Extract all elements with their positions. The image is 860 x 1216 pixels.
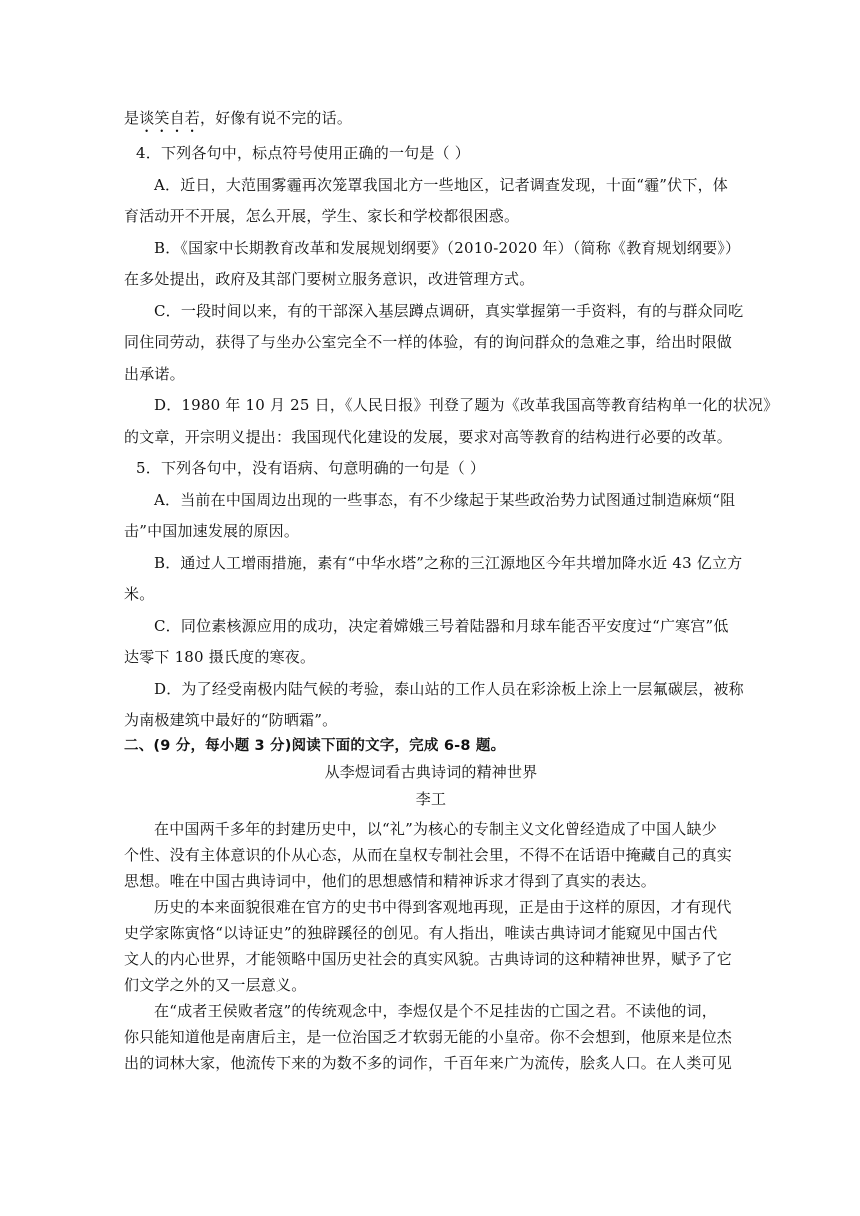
emphasized-word: 谈笑自若 — [139, 109, 201, 127]
paragraph-2-line: 们文学之外的又一层意义。 — [124, 976, 307, 994]
q5-option-b-line: 米。 — [124, 585, 155, 603]
q5-option-d-line: 为南极建筑中最好的“防晒霜”。 — [124, 711, 338, 729]
q4-option-c-line: C．一段时间以来，有的干部深入基层蹲点调研，真实掌握第一手资料，有的与群众同吃 — [154, 302, 744, 320]
paragraph-3-line: 在“成者王侯败者寇”的传统观念中，李煜仅是个不足挂齿的亡国之君。不读他的词， — [154, 1002, 717, 1020]
text-fragment: ，好像有说不完的话。 — [200, 109, 353, 127]
q4-option-d-line: 的文章，开宗明义提出：我国现代化建设的发展，要求对高等教育的结构进行必要的改革。 — [124, 428, 733, 446]
article-title: 从李煜词看古典诗词的精神世界 — [324, 763, 538, 781]
q4-option-a-line: A．近日，大范围雾霾再次笼罩我国北方一些地区，记者调查发现，十面“霾”伏下，体 — [154, 176, 728, 194]
q4-option-c-line: 同住同劳动，获得了与坐办公室完全不一样的体验，有的询问群众的急难之事，给出时限做 — [124, 333, 733, 351]
paragraph-2-line: 文人的内心世界，才能领略中国历史社会的真实风貌。古典诗词的这种精神世界，赋予了它 — [124, 950, 733, 968]
q5-option-c-line: C．同位素核源应用的成功，决定着嫦娥三号着陆器和月球车能否平安度过“广寒宫”低 — [154, 617, 729, 635]
q5-option-b-line: B．通过人工增雨措施，素有“中华水塔”之称的三江源地区今年共增加降水近 43 亿立方 — [154, 554, 743, 572]
paragraph-1-line: 思想。唯在中国古典诗词中，他们的思想感情和精神诉求才得到了真实的表达。 — [124, 872, 657, 890]
paragraph-3-line: 出的词林大家，他流传下来的为数不多的词作，千百年来广为流传，脍炙人口。在人类可见 — [124, 1054, 733, 1072]
q4-option-d-line: D．1980 年 10 月 25 日，《人民日报》刊登了题为《改革我国高等教育结构单一化的状况》 — [154, 396, 779, 414]
q5-option-c-line: 达零下 180 摄氏度的寒夜。 — [124, 648, 316, 666]
paragraph-2-line: 史学家陈寅恪“以诗证史”的独辟蹊径的创见。有人指出，唯读古典诗词才能窥见中国古代 — [124, 924, 718, 942]
q4-option-c-line: 出承诺。 — [124, 365, 185, 383]
question-4-stem: 4．下列各句中，标点符号使用正确的一句是（ ） — [136, 144, 470, 162]
article-author: 李工 — [415, 790, 447, 808]
paragraph-2-line: 历史的本来面貌很难在官方的史书中得到客观地再现，正是由于这样的原因，才有现代 — [154, 898, 732, 916]
paragraph-1-line: 个性、没有主体意识的仆从心态，从而在皇权专制社会里，不得不在话语中掩藏自己的真实 — [124, 846, 733, 864]
paragraph-1-line: 在中国两千多年的封建历史中，以“礼”为核心的专制主义文化曾经造成了中国人缺少 — [154, 820, 717, 838]
paragraph-3-line: 你只能知道他是南唐后主，是一位治国乏才软弱无能的小皇帝。你不会想到，他原来是位杰 — [124, 1028, 733, 1046]
q5-option-a-line: A．当前在中国周边出现的一些事态，有不少缘起于某些政治势力试图通过制造麻烦“阻 — [154, 491, 736, 509]
q4-option-a-line: 育活动开不开展，怎么开展，学生、家长和学校都很困惑。 — [124, 207, 520, 225]
q4-option-b-line: B．《国家中长期教育改革和发展规划纲要》（2010-2020 年）（简称《教育规划纲要》） — [154, 239, 741, 257]
q5-option-a-line: 击”中国加速发展的原因。 — [124, 522, 300, 540]
text-fragment: 是 — [124, 109, 140, 127]
question-5-stem: 5．下列各句中，没有语病、句意明确的一句是（ ） — [136, 459, 486, 477]
passage-line — [124, 108, 738, 136]
q4-option-b-line: 在多处提出，政府及其部门要树立服务意识，改进管理方式。 — [124, 270, 535, 288]
q5-option-d-line: D．为了经受南极内陆气候的考验，泰山站的工作人员在彩涂板上涂上一层氟碳层，被称 — [154, 680, 744, 698]
section-2-heading: 二、(9 分，每小题 3 分)阅读下面的文字，完成 6-8 题。 — [124, 738, 506, 754]
